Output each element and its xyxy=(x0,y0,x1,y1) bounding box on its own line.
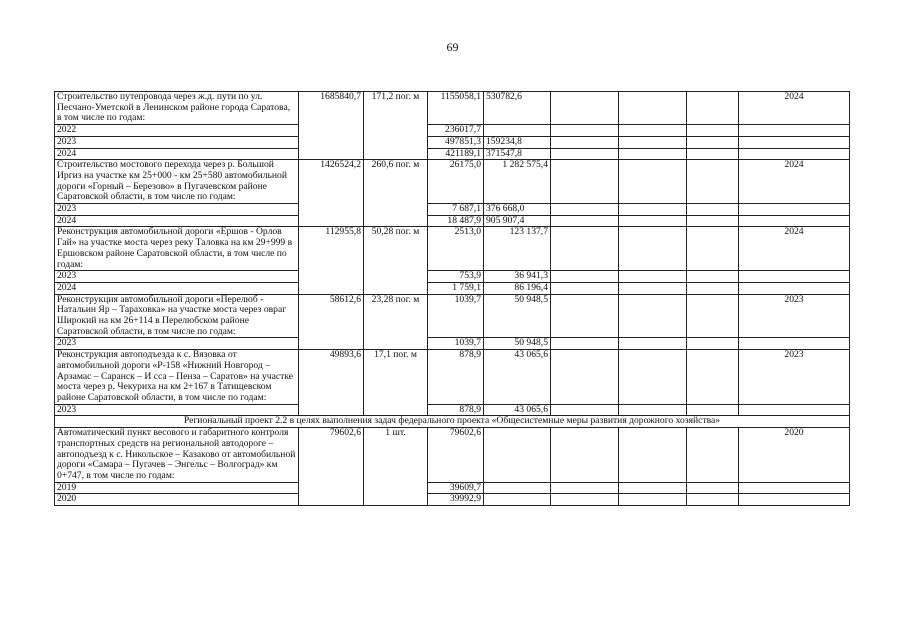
federal-value: 43 065,6 xyxy=(484,404,551,416)
table-row xyxy=(55,125,850,137)
year-label: 2024 xyxy=(55,282,299,294)
completion-year: 2024 xyxy=(739,227,850,271)
empty-cell xyxy=(687,428,739,483)
project-name: Реконструкция автоподъезда к с. Вязовка от автомобильной дороги «Р-158 «Нижний Новгород – Арзамас – Саранск – И сса – Пенза – Саратов» на участке моста через р. Чекуриха на км 2+167 в Татищевском районе Саратовской области, в том числе по годам: xyxy=(55,350,299,405)
federal-value: 159234,8 xyxy=(484,136,551,148)
federal-value xyxy=(484,482,551,494)
table-row xyxy=(55,148,850,160)
page-number: 69 xyxy=(446,40,459,54)
table-row xyxy=(55,428,850,483)
total-value: 18 487,9 xyxy=(428,215,484,227)
empty-cell xyxy=(619,204,687,216)
empty-cell xyxy=(619,227,687,271)
table-row xyxy=(55,92,850,125)
empty-cell xyxy=(551,282,619,294)
project-cost: 58612,6 xyxy=(299,294,364,350)
table-row xyxy=(55,294,850,338)
project-name: Реконструкция автомобильной дороги «Перелюб - Натальин Яр – Тараховка» на участке моста через овраг Широкий на км 26+114 в Перелюбском районе Саратовской области, в том числе по годам: xyxy=(55,294,299,338)
empty-cell xyxy=(739,148,850,160)
year-label: 2023 xyxy=(55,271,299,283)
total-value: 497851,3 xyxy=(428,136,484,148)
project-cost: 49893,6 xyxy=(299,350,364,416)
federal-value: 36 941,3 xyxy=(484,271,551,283)
table-row xyxy=(55,350,850,405)
empty-cell xyxy=(687,271,739,283)
federal-value: 530782,6 xyxy=(484,92,551,125)
empty-cell xyxy=(551,92,619,125)
table-row xyxy=(55,215,850,227)
completion-year: 2023 xyxy=(739,294,850,338)
year-label: 2023 xyxy=(55,338,299,350)
empty-cell xyxy=(687,92,739,125)
federal-value: 376 668,0 xyxy=(484,204,551,216)
empty-cell xyxy=(551,125,619,137)
total-value: 1039,7 xyxy=(428,338,484,350)
empty-cell xyxy=(619,428,687,483)
federal-value: 1 282 575,4 xyxy=(484,160,551,204)
empty-cell xyxy=(687,125,739,137)
project-name: Реконструкция автомобильной дороги «Ершов - Орлов Гай» на участке моста через реку Таловка на км 29+999 в Ершовском районе Саратовской области, в том числе по годам: xyxy=(55,227,299,271)
project-capacity: 171,2 пог. м xyxy=(364,92,428,160)
empty-cell xyxy=(739,136,850,148)
section-title: Региональный проект 2.2 в целях выполнения задач федерального проекта «Общесистемные меры развития дорожного хозяйства» xyxy=(55,416,850,428)
table-row xyxy=(55,160,850,204)
empty-cell xyxy=(619,294,687,338)
total-value: 878,9 xyxy=(428,350,484,405)
empty-cell xyxy=(551,482,619,494)
empty-cell xyxy=(551,204,619,216)
project-cost: 79602,6 xyxy=(299,428,364,506)
empty-cell xyxy=(739,215,850,227)
total-value: 236017,7 xyxy=(428,125,484,137)
year-label: 2024 xyxy=(55,215,299,227)
project-cost: 1685840,7 xyxy=(299,92,364,160)
empty-cell xyxy=(739,404,850,416)
year-label: 2023 xyxy=(55,204,299,216)
completion-year: 2024 xyxy=(739,92,850,125)
empty-cell xyxy=(687,350,739,405)
project-capacity: 23,28 пог. м xyxy=(364,294,428,350)
empty-cell xyxy=(551,160,619,204)
federal-value xyxy=(484,125,551,137)
empty-cell xyxy=(551,148,619,160)
empty-cell xyxy=(619,350,687,405)
empty-cell xyxy=(739,282,850,294)
empty-cell xyxy=(551,136,619,148)
federal-value: 86 196,4 xyxy=(484,282,551,294)
empty-cell xyxy=(687,494,739,506)
total-value: 2513,0 xyxy=(428,227,484,271)
empty-cell xyxy=(687,338,739,350)
empty-cell xyxy=(687,136,739,148)
empty-cell xyxy=(551,271,619,283)
year-label: 2019 xyxy=(55,482,299,494)
empty-cell xyxy=(551,428,619,483)
empty-cell xyxy=(687,404,739,416)
empty-cell xyxy=(551,215,619,227)
project-name: Автоматический пункт весового и габаритного контроля транспортных средств на региональной автодороге – автоподъезд к с. Никольское – Казаково от автомобильной дороги «Самара – Пугачев – Энгельс – Волгоград» км 0+747, в том числе по годам: xyxy=(55,428,299,483)
empty-cell xyxy=(551,227,619,271)
table-row xyxy=(55,482,850,494)
total-value: 1155058,1 xyxy=(428,92,484,125)
total-value: 878,9 xyxy=(428,404,484,416)
total-value: 26175,0 xyxy=(428,160,484,204)
table-row xyxy=(55,271,850,283)
completion-year: 2024 xyxy=(739,160,850,204)
project-capacity: 17,1 пог. м xyxy=(364,350,428,416)
table-row xyxy=(55,282,850,294)
empty-cell xyxy=(619,338,687,350)
table-row xyxy=(55,227,850,271)
empty-cell xyxy=(687,227,739,271)
empty-cell xyxy=(619,282,687,294)
empty-cell xyxy=(687,204,739,216)
empty-cell xyxy=(619,494,687,506)
project-cost: 112955,8 xyxy=(299,227,364,294)
projects-table xyxy=(54,91,850,506)
empty-cell xyxy=(551,294,619,338)
empty-cell xyxy=(551,404,619,416)
total-value: 7 687,1 xyxy=(428,204,484,216)
empty-cell xyxy=(687,160,739,204)
empty-cell xyxy=(551,494,619,506)
total-value: 421189,1 xyxy=(428,148,484,160)
empty-cell xyxy=(739,494,850,506)
empty-cell xyxy=(739,125,850,137)
empty-cell xyxy=(687,148,739,160)
federal-value: 371547,8 xyxy=(484,148,551,160)
total-value: 1 759,1 xyxy=(428,282,484,294)
empty-cell xyxy=(739,482,850,494)
total-value: 39992,9 xyxy=(428,494,484,506)
project-capacity: 1 шт. xyxy=(364,428,428,506)
empty-cell xyxy=(619,92,687,125)
empty-cell xyxy=(619,271,687,283)
project-capacity: 260,6 пог. м xyxy=(364,160,428,227)
federal-value: 43 065,6 xyxy=(484,350,551,405)
table-row xyxy=(55,338,850,350)
federal-value: 123 137,7 xyxy=(484,227,551,271)
total-value: 753,9 xyxy=(428,271,484,283)
year-label: 2022 xyxy=(55,125,299,137)
total-value: 79602,6 xyxy=(428,428,484,483)
table-row xyxy=(55,404,850,416)
empty-cell xyxy=(739,338,850,350)
total-value: 39609,7 xyxy=(428,482,484,494)
empty-cell xyxy=(687,294,739,338)
year-label: 2020 xyxy=(55,494,299,506)
completion-year: 2020 xyxy=(739,428,850,483)
completion-year: 2023 xyxy=(739,350,850,405)
empty-cell xyxy=(551,338,619,350)
table-row xyxy=(55,204,850,216)
table-row xyxy=(55,494,850,506)
table-row xyxy=(55,416,850,428)
year-label: 2023 xyxy=(55,404,299,416)
federal-value: 50 948,5 xyxy=(484,338,551,350)
empty-cell xyxy=(739,271,850,283)
project-capacity: 50,28 пог. м xyxy=(364,227,428,294)
year-label: 2024 xyxy=(55,148,299,160)
table-row xyxy=(55,136,850,148)
empty-cell xyxy=(619,404,687,416)
empty-cell xyxy=(619,148,687,160)
project-cost: 1426524,2 xyxy=(299,160,364,227)
project-name: Строительство путепровода через ж.д. пути по ул. Песчано-Уметской в Ленинском районе города Саратова, в том числе по годам: xyxy=(55,92,299,125)
empty-cell xyxy=(551,350,619,405)
total-value: 1039,7 xyxy=(428,294,484,338)
empty-cell xyxy=(619,160,687,204)
empty-cell xyxy=(619,482,687,494)
empty-cell xyxy=(687,215,739,227)
federal-value: 50 948,5 xyxy=(484,294,551,338)
empty-cell xyxy=(739,204,850,216)
empty-cell xyxy=(687,282,739,294)
federal-value: 905 907,4 xyxy=(484,215,551,227)
federal-value xyxy=(484,428,551,483)
project-name: Строительство мостового перехода через р. Большой Иргиз на участке км 25+000 - км 25+580 автомобильной дороги «Горный – Березово» в Пугачевском районе Саратовской области, в том числе по годам: xyxy=(55,160,299,204)
empty-cell xyxy=(619,125,687,137)
empty-cell xyxy=(619,215,687,227)
empty-cell xyxy=(687,482,739,494)
federal-value xyxy=(484,494,551,506)
empty-cell xyxy=(619,136,687,148)
year-label: 2023 xyxy=(55,136,299,148)
